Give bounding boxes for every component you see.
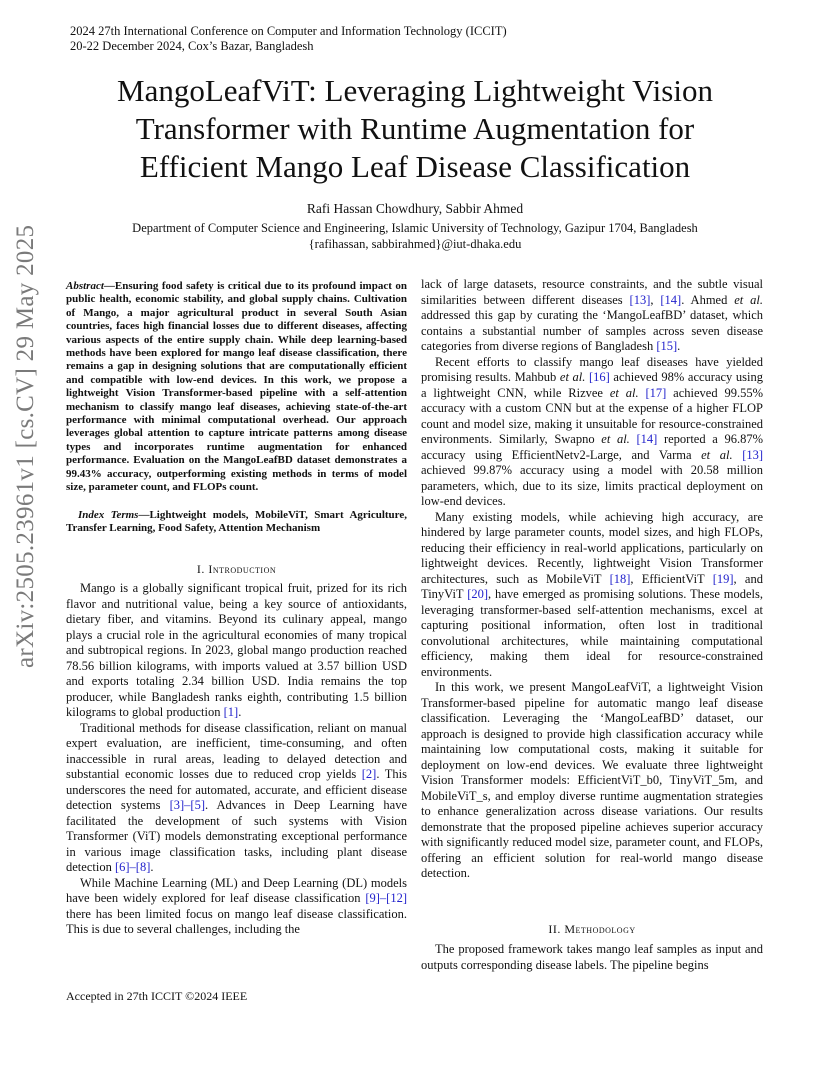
intro-p3-text-b: there has been limited focus on mango leaf disease classification. This is due to several challenges, including the — [66, 906, 407, 936]
title-line-2: Transformer with Runtime Augmentation for — [135, 111, 695, 146]
affiliation-department: Department of Computer Science and Engineering, Islamic University of Technology, Gazipur 1704, Bangladesh — [132, 221, 698, 235]
citation-link[interactable]: [9]–[12] — [365, 891, 407, 905]
right-column-body — [421, 277, 763, 882]
intro-p2-text-a: Traditional methods for disease classification, reliant on manual expert evaluation, are inefficient, time-consuming, and often inaccessible in rural areas, leading to delayed detection and substantial economic losses due to reduced crop yields — [66, 720, 407, 781]
rc-p3-text-d: , have emerged as promising solutions. These models, leveraging transformer-based self-attention mechanisms, excel at capturing positional information, often lost in traditional convolutional architectures, while maintaining computational efficiency, making them ideal for resource-constrained environments. — [421, 587, 764, 679]
title-line-3: Efficient Mango Leaf Disease Classification — [139, 149, 691, 184]
et-al: et al. — [609, 385, 639, 400]
citation-link[interactable]: [16] — [588, 370, 610, 384]
methodology-body — [421, 942, 763, 973]
right-paragraph-1 — [421, 277, 763, 355]
intro-paragraph-3 — [66, 876, 407, 938]
introduction-body — [66, 581, 407, 938]
rc-p3-text-c: , and TinyViT — [421, 571, 763, 601]
et-al: et al. — [601, 432, 630, 446]
rc-p3-text-a: Many existing models, while achieving high accuracy, are hindered by large parameter counts, model sizes, and high FLOPs, reducing their efficiency in real-world applications, particularly on lightweight devices. Recently, lightweight Vision Transformer architectures, such as MobileViT — [421, 509, 763, 586]
section-title: Introduction — [208, 562, 277, 576]
citation-link[interactable]: [3]–[5] — [169, 798, 205, 812]
right-paragraph-3 — [421, 510, 763, 681]
conference-date-location: 20-22 December 2024, Cox’s Bazar, Bangladesh — [70, 39, 314, 53]
intro-p2-text-c: . Advances in Deep Learning have facilitated the development of such systems with Vision Transformer (ViT) models demonstrating exceptional performance in various image classification tasks, including plant disease detection — [66, 798, 407, 874]
intro-p3-text-a: While Machine Learning (ML) and Deep Learning (DL) models have been widely explored for leaf disease classification — [66, 875, 407, 905]
conference-name: 2024 27th International Conference on Computer and Information Technology (ICCIT) — [70, 24, 507, 38]
rc-p1-text-b: . Ahmed — [681, 292, 735, 307]
paper-title — [60, 72, 770, 186]
rc-p2-text-d: reported a 96.87% accuracy using EfficientNetv2-Large, and Varma — [421, 432, 764, 462]
arxiv-id: arXiv:2505.23961v1 [cs.CV] 29 May 2025 — [12, 224, 39, 668]
rc-p3-text-b: , EfficientViT — [630, 571, 713, 586]
section-heading-introduction — [66, 562, 407, 577]
methodology-paragraph-1: The proposed framework takes mango leaf samples as input and outputs corresponding disease labels. The pipeline begins — [421, 942, 763, 972]
rc-p1-text-c: addressed this gap by curating the ‘MangoLeafBD’ dataset, which contains a substantial number of samples across seven disease categories from diverse regions of Bangladesh — [421, 308, 763, 353]
citation-link[interactable]: [17] — [645, 385, 667, 400]
affiliation — [60, 220, 770, 252]
section-title: Methodology — [564, 922, 636, 936]
intro-p1-end: . — [238, 705, 242, 719]
et-al: et al. — [559, 370, 586, 384]
citation-link[interactable]: [14] — [660, 292, 682, 307]
authors: Rafi Hassan Chowdhury, Sabbir Ahmed — [306, 201, 524, 216]
rc-p2-text-b: achieved 98% accuracy using a lightweight CNN, while Rizvee — [421, 370, 763, 400]
footer-note: Accepted in 27th ICCIT ©2024 IEEE — [66, 989, 248, 1003]
index-terms — [66, 509, 407, 536]
abstract-label: Abstract — [66, 280, 104, 292]
section-heading-methodology — [421, 922, 763, 937]
index-terms-text: —Lightweight models, MobileViT, Smart Agriculture, Transfer Learning, Food Safety, Attention Mechanism — [66, 509, 407, 535]
rc-p2-text-e: achieved 99.87% accuracy using a model with 20.58 million parameters, which, due to its size, limits practical deployment on low-end devices. — [421, 463, 763, 508]
intro-p2-end: . — [150, 860, 154, 874]
section-number: I. — [196, 562, 205, 576]
citation-link[interactable]: [6]–[8] — [114, 860, 151, 874]
citation-link[interactable]: [13] — [742, 447, 764, 462]
index-terms-label: Index Terms — [78, 509, 139, 521]
et-al: et al. — [734, 292, 764, 307]
intro-p2-text-b: . This underscores the need for automated, accurate, and efficient disease detection systems — [66, 767, 408, 812]
arxiv-stamp — [4, 224, 44, 668]
citation-link[interactable]: [13] — [629, 292, 651, 307]
right-paragraph-2 — [421, 355, 763, 510]
et-al: et al. — [701, 447, 733, 462]
citation-link[interactable]: [18] — [609, 571, 631, 586]
rc-p1-text-a: lack of large datasets, resource constraints, and the subtle visual similarities between different diseases — [421, 277, 763, 307]
citation-link[interactable]: [2] — [361, 767, 377, 781]
conference-header — [70, 24, 507, 54]
rc-p2-text-c: achieved 99.55% accuracy with a custom CNN but at the expense of a higher FLOP count and model size, making it unsuitable for resource-constrained environments. Similarly, Swapno — [421, 385, 764, 446]
citation-link[interactable]: [19] — [712, 571, 734, 586]
citation-link[interactable]: [1] — [223, 705, 239, 719]
rc-p1-end: . — [677, 339, 681, 353]
rc-p1-sep: , — [650, 292, 661, 307]
rc-p2-text-a: Recent efforts to classify mango leaf diseases have yielded promising results. Mahbub — [421, 354, 763, 384]
citation-link[interactable]: [14] — [636, 432, 658, 446]
affiliation-email: {rafihassan, sabbirahmed}@iut-dhaka.edu — [308, 237, 522, 251]
abstract — [66, 280, 407, 495]
intro-paragraph-1 — [66, 581, 407, 721]
citation-link[interactable]: [15] — [656, 339, 678, 353]
intro-paragraph-2 — [66, 721, 407, 876]
intro-p1-text: Mango is a globally significant tropical fruit, prized for its rich flavor and nutritional value, being a key source of antioxidants, dietary fiber, and vitamins. Beyond its culinary appeal, mango plays a crucial role in the agricultural economies of many tropical and subtropical regions. In 2023, global mango production reached 78.56 billion kilograms, with imports valued at 3.57 billion USD and exports totaling 2.34 billion USD. India remains the top producer, while Bangladesh ranks eighth, contributing 1.5 billion kilograms to global production — [66, 581, 407, 719]
section-number: II. — [548, 922, 561, 936]
abstract-text: —Ensuring food safety is critical due to its profound impact on public health, economic stability, and global supply chains. Cultivation of Mango, a major agricultural product in several South Asian countries, faces high financial losses due to different diseases, affecting various aspects of the entire supply chain. While deep learning-based methods have been explored for mango leaf disease classification, there remains a gap in designing solutions that are computationally efficient and compatible with low-end devices. In this work, we propose a lightweight Vision Transformer-based pipeline with a self-attention mechanism to classify mango leaf diseases, achieving state-of-the-art performance with minimal computational overhead. Our approach leverages global attention to capture intricate patterns among disease types and incorporates runtime augmentation for enhanced performance. Evaluation on the MangoLeafBD dataset demonstrates a 99.43% accuracy, outperforming existing methods in terms of model size, parameter count, and FLOPs count. — [66, 280, 407, 494]
right-paragraph-4: In this work, we present MangoLeafViT, a lightweight Vision Transformer-based pipeline for automatic mango leaf disease classification. Leveraging the ‘MangoLeafBD’ dataset, our approach is designed to provide high classification accuracy while maintaining low computational costs, making it suitable for deployment on low-end devices. We evaluate three lightweight Vision Transformer models: EfficientViT_b0, TinyViT_5m, and MobileViT_s, and employ diverse runtime augmentation strategies to enhance generalization across disease variations. Our results demonstrate that the proposed pipeline achieves superior accuracy with significantly reduced model size, parameter count, and FLOPs, offering an efficient solution for real-world mango disease detection. — [421, 680, 763, 880]
citation-link[interactable]: [20] — [467, 587, 489, 601]
title-line-1: MangoLeafViT: Leveraging Lightweight Vision — [117, 73, 713, 108]
